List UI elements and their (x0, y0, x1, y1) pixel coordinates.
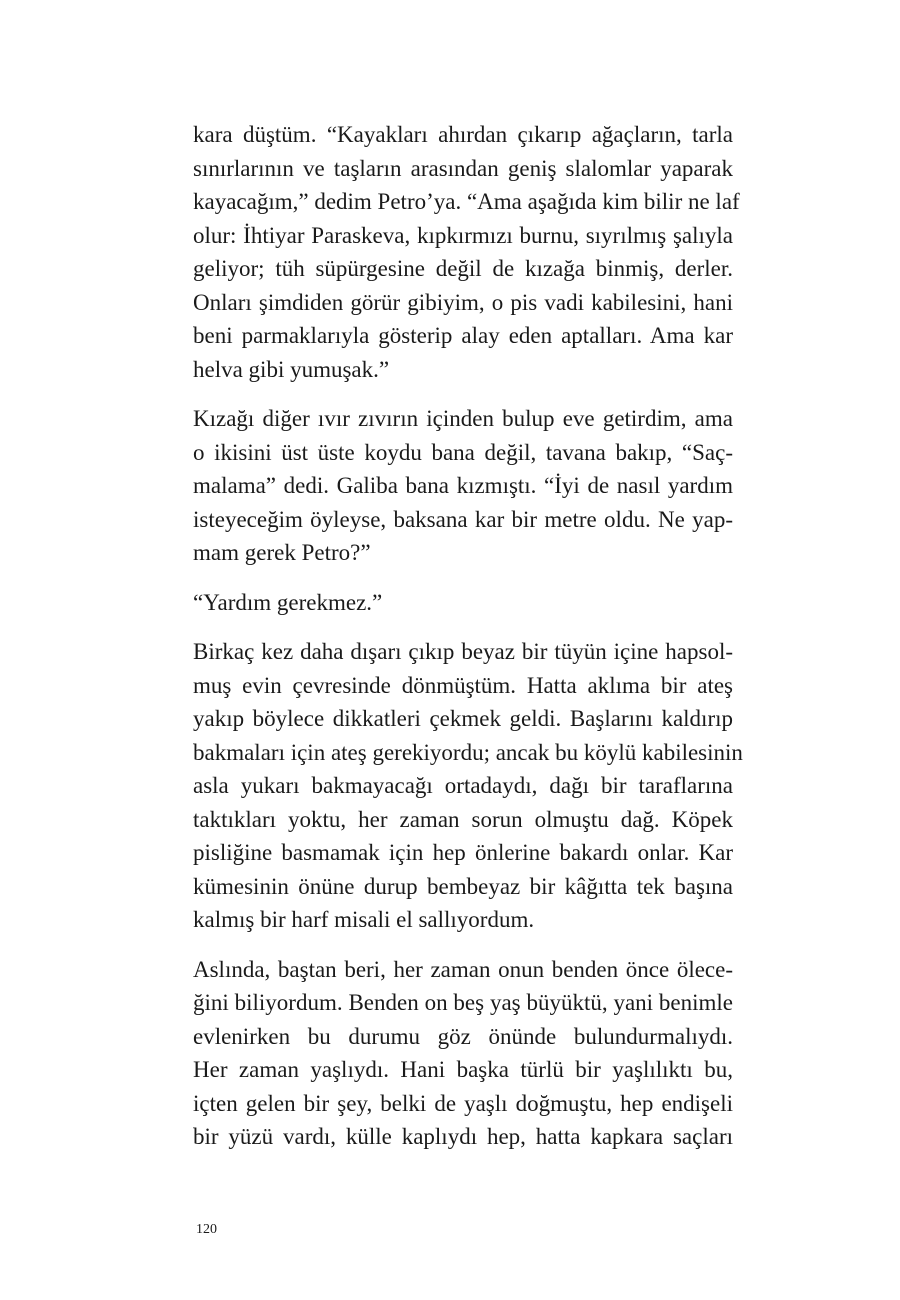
text-line: isteyeceğim öyleyse, baksana kar bir metre oldu. Ne yap- (193, 506, 733, 532)
body-text (193, 118, 743, 1170)
text-line: bir yüzü vardı, külle kaplıydı hep, hatta kapkara saçları (193, 1124, 733, 1149)
text-line: Kızağı diğer ıvır zıvırın içinden bulup eve getirdim, ama (193, 406, 733, 431)
text-line: asla yukarı bakmayacağı ortadaydı, dağı bir taraflarına (193, 773, 733, 798)
paragraph-2 (193, 402, 733, 570)
text-line: malama” dedi. Galiba bana kızmıştı. “İyi de nasıl yardım (193, 473, 733, 498)
text-line: muş evin çevresinde dönmüştüm. Hatta aklıma bir ateş (193, 672, 733, 698)
text-line: evlenirken bu durumu göz önünde bulundurmalıydı. (193, 1023, 733, 1049)
paragraph-1 (193, 118, 740, 386)
text-line: sınırlarının ve taşların arasından geniş slalomlar yaparak (193, 155, 733, 181)
text-line: o ikisini üst üste koydu bana değil, tavana bakıp, “Saç- (193, 439, 733, 465)
paragraph-4 (193, 635, 743, 937)
text-line: kara düştüm. “Kayakları ahırdan çıkarıp ağaçların, tarla (193, 122, 733, 147)
text-line: Birkaç kez daha dışarı çıkıp beyaz bir tüyün içine hapsol- (193, 639, 733, 664)
text-line: kümesinin önüne durup bembeyaz bir kâğıtta tek başına (193, 873, 733, 899)
text-line: “Yardım gerekmez.” (193, 589, 383, 615)
text-line: beni parmaklarıyla gösterip alay eden aptalları. Ama kar (193, 323, 733, 348)
text-line: Aslında, baştan beri, her zaman onun benden önce ölece- (193, 956, 733, 982)
text-line: Her zaman yaşlıydı. Hani başka türlü bir yaşlılıktı bu, (193, 1057, 733, 1082)
text-line: içten gelen bir şey, belki de yaşlı doğmuştu, hep endişeli (193, 1090, 733, 1116)
text-line: bakmaları için ateş gerekiyordu; ancak bu köylü kabilesinin (193, 739, 743, 765)
page-number: 120 (196, 1222, 217, 1237)
text-line: pisliğine basmamak için hep önlerine bakardı onlar. Kar (193, 840, 733, 865)
text-line: geliyor; tüh süpürgesine değil de kızağa binmiş, derler. (193, 256, 733, 281)
text-line: mam gerek Petro?” (193, 540, 371, 565)
text-line: kalmış bir harf misali el sallıyordum. (193, 907, 535, 932)
text-line: yakıp böylece dikkatleri çekmek geldi. Başlarını kaldırıp (193, 706, 733, 731)
paragraph-5 (193, 953, 733, 1154)
text-line: Onları şimdiden görür gibiyim, o pis vadi kabilesini, hani (193, 289, 733, 315)
paragraph-3 (193, 586, 733, 620)
text-line: kayacağım,” dedim Petro’ya. “Ama aşağıda kim bilir ne laf (193, 189, 740, 214)
text-line: helva gibi yumuşak.” (193, 356, 390, 382)
text-line: taktıkları yoktu, her zaman sorun olmuştu dağ. Köpek (193, 806, 733, 832)
text-line: ğini biliyordum. Benden on beş yaş büyüktü, yani benimle (193, 990, 733, 1015)
text-line: olur: İhtiyar Paraskeva, kıpkırmızı burnu, sıyrılmış şalıyla (193, 222, 733, 248)
